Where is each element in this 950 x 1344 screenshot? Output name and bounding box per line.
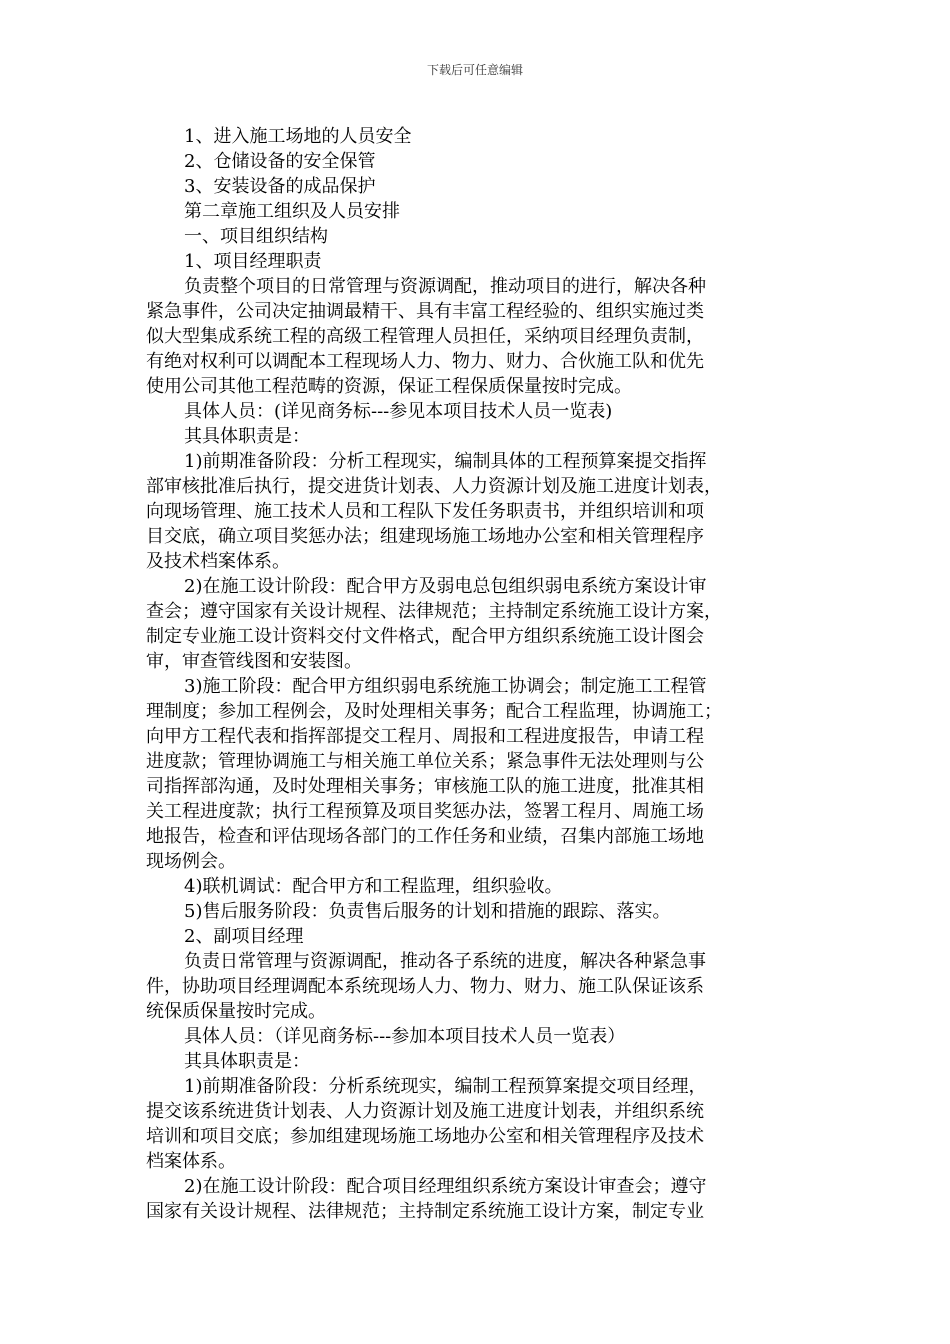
text-line: 一、项目组织结构 [184, 226, 328, 247]
text-line: 2、仓储设备的安全保管 [184, 151, 376, 172]
text-line: 1、进入施工场地的人员安全 [184, 126, 412, 147]
text-line: 制定专业施工设计资料交付文件格式，配合甲方组织系统施工设计图会 [146, 626, 704, 647]
page-header: 下载后可任意编辑 [426, 63, 523, 77]
text-line: 及技术档案体系。 [146, 551, 290, 572]
text-line: 查会；遵守国家有关设计规程、法律规范；主持制定系统施工设计方案， [146, 601, 722, 622]
text-line: 培训和项目交底；参加组建现场施工场地办公室和相关管理程序及技术 [146, 1126, 704, 1147]
text-line: 进度款；管理协调施工与相关施工单位关系；紧急事件无法处理则与公 [146, 751, 704, 772]
text-line: 目交底，确立项目奖惩办法；组建现场施工场地办公室和相关管理程序 [146, 526, 704, 547]
text-line: 负责整个项目的日常管理与资源调配，推动项目的进行，解决各种 [184, 276, 706, 297]
text-line: 5)售后服务阶段：负责售后服务的计划和措施的跟踪、落实。 [184, 901, 671, 922]
text-line: 向现场管理、施工技术人员和工程队下发任务职责书，并组织培训和项 [146, 501, 704, 522]
text-line: 关工程进度款；执行工程预算及项目奖惩办法，签署工程月、周施工场 [146, 801, 704, 822]
text-line: 似大型集成系统工程的高级工程管理人员担任，采纳项目经理负责制， [146, 326, 704, 347]
text-line: 具体人员：（详见商务标---参加本项目技术人员一览表） [184, 1026, 626, 1047]
document-body [146, 124, 818, 1224]
text-line: 向甲方工程代表和指挥部提交工程月、周报和工程进度报告，申请工程 [146, 726, 704, 747]
text-line: 件，协助项目经理调配本系统现场人力、物力、财力、施工队保证该系 [146, 976, 704, 997]
text-line: 1)前期准备阶段：分析工程现实，编制具体的工程预算案提交指挥 [184, 451, 707, 472]
text-line: 审，审查管线图和安装图。 [146, 651, 362, 672]
text-line: 提交该系统进货计划表、人力资源计划及施工进度计划表，并组织系统 [146, 1101, 704, 1122]
text-line: 现场例会。 [146, 851, 236, 872]
text-line: 2)在施工设计阶段：配合项目经理组织系统方案设计审查会；遵守 [184, 1176, 707, 1197]
text-line: 第二章施工组织及人员安排 [184, 201, 400, 222]
text-line: 使用公司其他工程范畴的资源，保证工程保质保量按时完成。 [146, 376, 632, 397]
text-line: 紧急事件，公司决定抽调最精干、具有丰富工程经验的、组织实施过类 [146, 301, 704, 322]
text-line: 具体人员：(详见商务标---参见本项目技术人员一览表) [184, 401, 613, 422]
text-line: 3)施工阶段：配合甲方组织弱电系统施工协调会；制定施工工程管 [184, 676, 707, 697]
text-line: 3、安装设备的成品保护 [184, 176, 376, 197]
text-line: 国家有关设计规程、法律规范；主持制定系统施工设计方案，制定专业 [146, 1201, 704, 1222]
text-line: 负责日常管理与资源调配，推动各子系统的进度，解决各种紧急事 [184, 951, 706, 972]
text-line: 有绝对权利可以调配本工程现场人力、物力、财力、合伙施工队和优先 [146, 351, 704, 372]
text-line: 4)联机调试：配合甲方和工程监理，组织验收。 [184, 876, 563, 897]
text-line: 其具体职责是： [184, 426, 310, 447]
text-line: 地报告，检查和评估现场各部门的工作任务和业绩，召集内部施工场地 [146, 826, 704, 847]
text-line: 1、项目经理职责 [184, 251, 322, 272]
text-line: 档案体系。 [146, 1151, 236, 1172]
text-line: 2、副项目经理 [184, 926, 304, 947]
text-line: 2)在施工设计阶段：配合甲方及弱电总包组织弱电系统方案设计审 [184, 576, 707, 597]
text-line: 1)前期准备阶段：分析系统现实，编制工程预算案提交项目经理， [184, 1076, 707, 1097]
text-line: 理制度；参加工程例会，及时处理相关事务；配合工程监理，协调施工； [146, 701, 722, 722]
text-line: 统保质保量按时完成。 [146, 1001, 326, 1022]
text-line: 部审核批准后执行，提交进货计划表、人力资源计划及施工进度计划表， [146, 476, 722, 497]
text-line: 司指挥部沟通，及时处理相关事务；审核施工队的施工进度，批准其相 [146, 776, 704, 797]
text-line: 其具体职责是： [184, 1051, 310, 1072]
